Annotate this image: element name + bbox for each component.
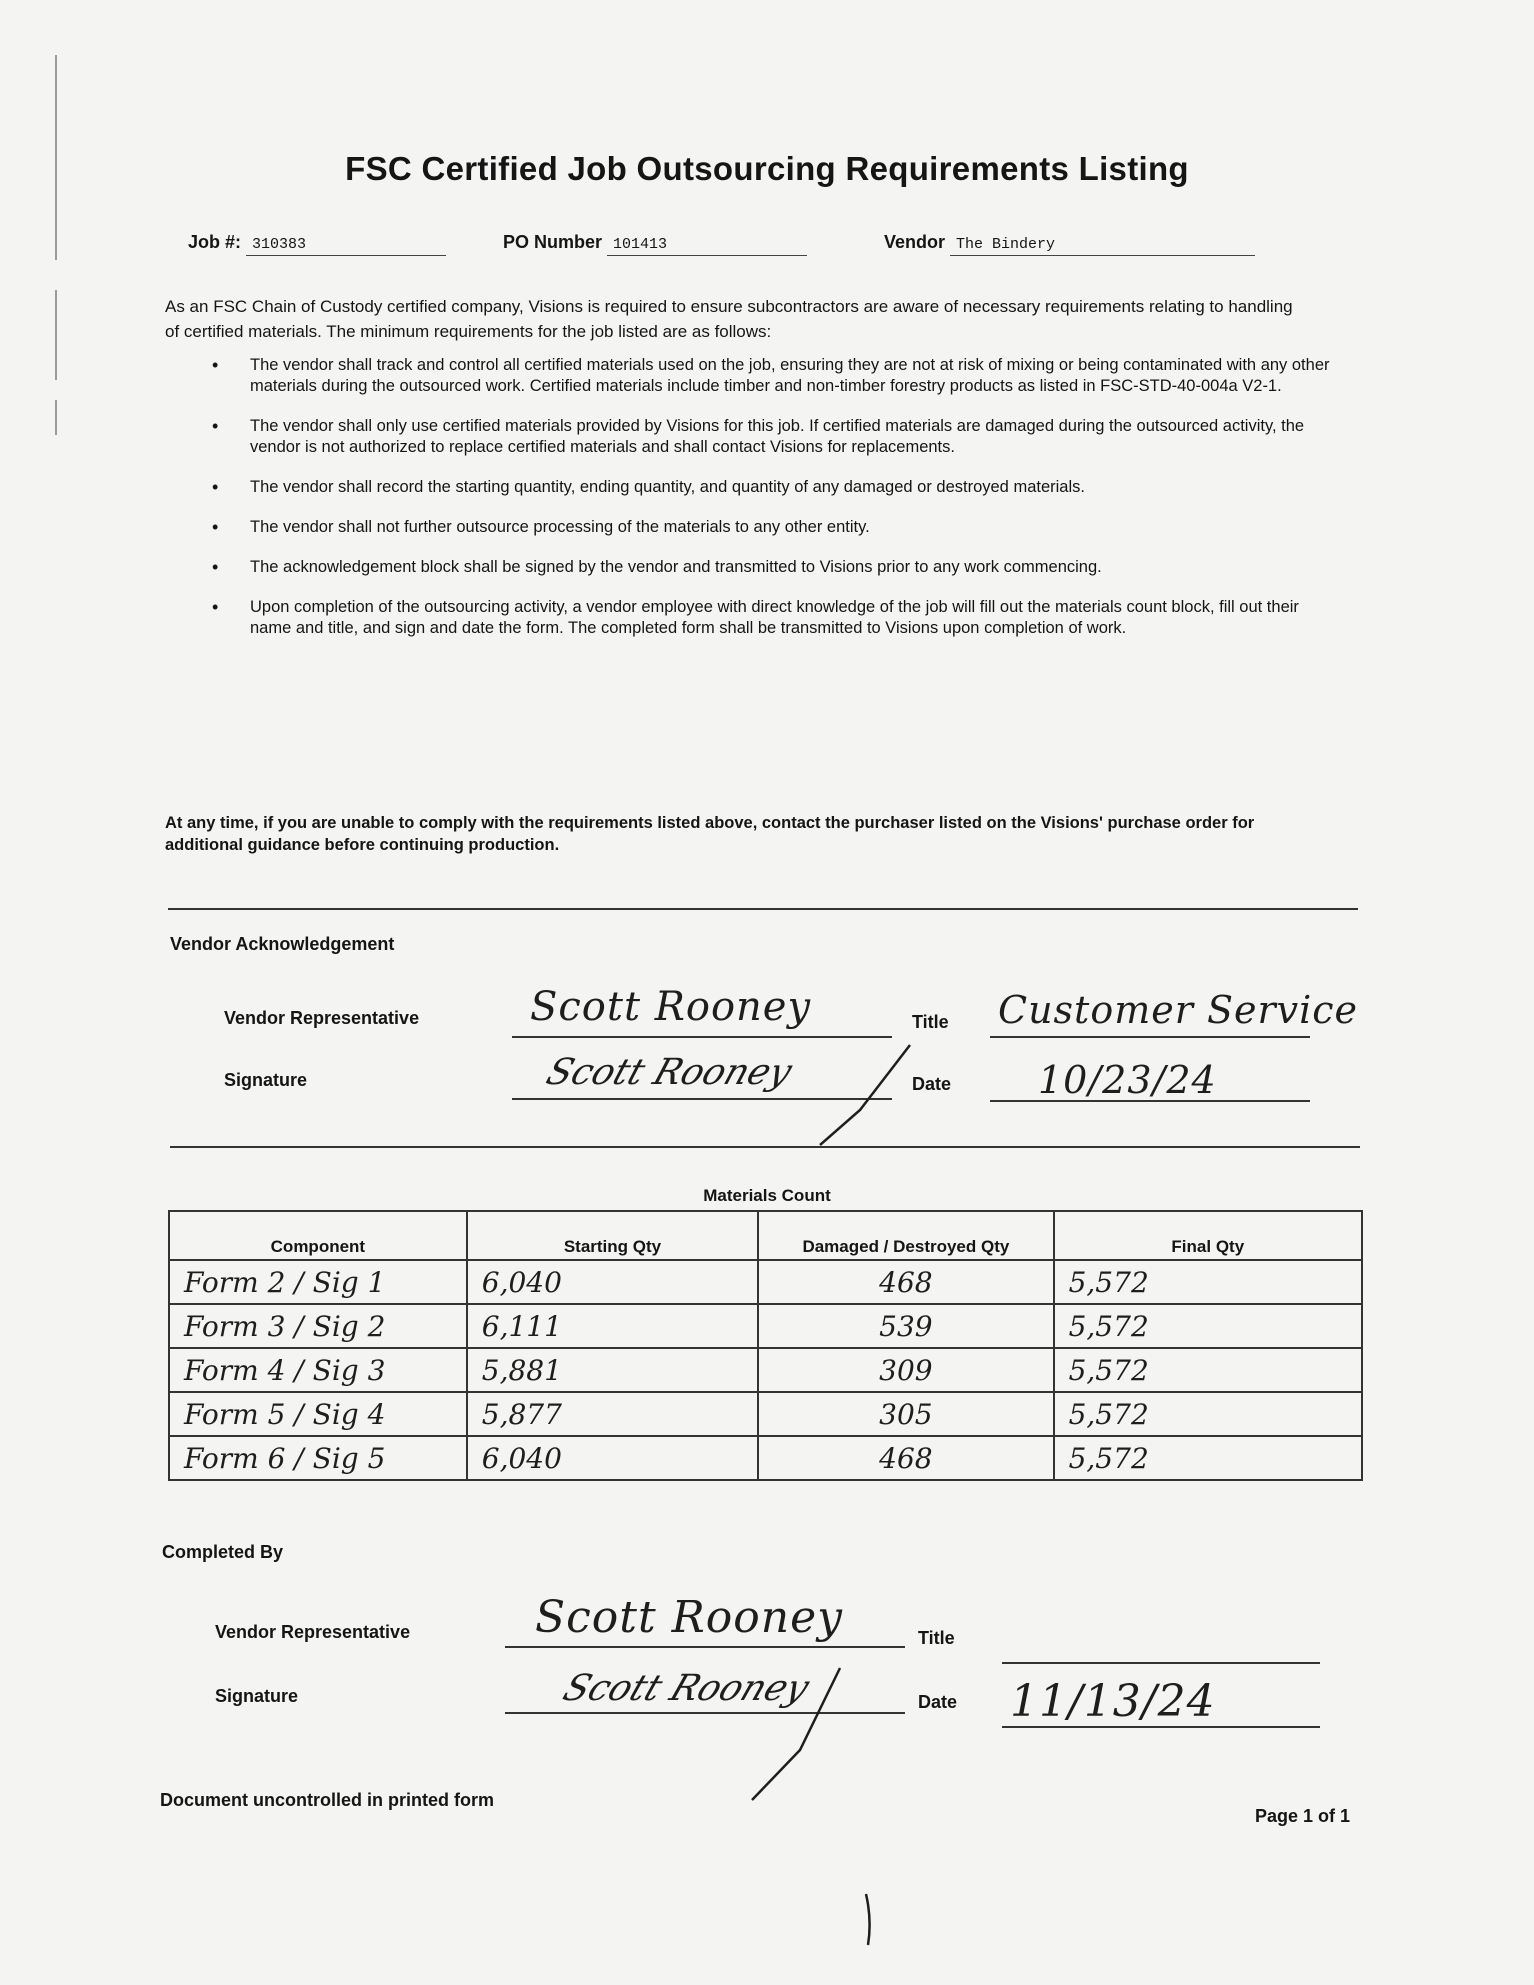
component-cell: Form 5 / Sig 4 <box>169 1392 467 1436</box>
section-divider <box>168 908 1358 910</box>
requirement-item: • The vendor shall only use certified materials provided by Visions for this job. If certified materials are damaged during the outsourced activity, the vendor is not authorized to replace certified materials and shall contact Visions for replacements. <box>210 416 1340 458</box>
table-row <box>169 1304 1362 1348</box>
ack-signature-label: Signature <box>224 1070 308 1090</box>
materials-table <box>168 1210 1363 1481</box>
vendor-field <box>884 232 1255 256</box>
acknowledgement-heading: Vendor Acknowledgement <box>170 934 395 954</box>
table-row <box>169 1436 1362 1480</box>
document-footer: Document uncontrolled in printed form <box>160 1790 494 1810</box>
signature-flourish <box>800 1040 920 1150</box>
final-qty-cell: 5,572 <box>1054 1348 1362 1392</box>
completed-title-line <box>1002 1662 1320 1664</box>
requirement-item: • The acknowledgement block shall be signed by the vendor and transmitted to Visions prior to any work commencing. <box>210 557 1340 578</box>
table-row <box>169 1348 1362 1392</box>
ack-date-handwritten: 10/23/24 <box>1038 1058 1217 1102</box>
completed-date-label: Date <box>918 1692 958 1712</box>
damaged-qty-cell: 539 <box>758 1304 1053 1348</box>
damaged-qty-cell: 468 <box>758 1260 1053 1304</box>
damaged-qty-cell: 468 <box>758 1436 1053 1480</box>
job-number-label: Job #: <box>188 232 242 252</box>
completed-date-handwritten: 11/13/24 <box>1010 1676 1216 1727</box>
ack-rep-line <box>512 1036 892 1038</box>
ack-date-label: Date <box>912 1074 952 1094</box>
final-qty-cell: 5,572 <box>1054 1436 1362 1480</box>
completed-signature-label: Signature <box>215 1686 299 1706</box>
scan-margin-mark <box>55 290 57 380</box>
starting-qty-cell: 6,040 <box>467 1436 758 1480</box>
column-header: Starting Qty <box>467 1211 758 1260</box>
closing-paragraph: At any time, if you are unable to comply with the requirements listed above, contact the purchaser listed on the Visions' purchase order for additional guidance before continuing production. <box>165 814 1255 854</box>
requirement-item: • The vendor shall record the starting quantity, ending quantity, and quantity of any damaged or destroyed materials. <box>210 477 1340 498</box>
requirement-item: • Upon completion of the outsourcing activity, a vendor employee with direct knowledge of the job will fill out the materials count block, fill out their name and title, and sign and date the form. The completed form shall be transmitted to Visions upon completion of work. <box>210 597 1340 639</box>
scan-pen-mark <box>860 1890 880 1950</box>
signature-flourish <box>740 1660 850 1810</box>
completed-rep-handwritten: Scott Rooney <box>535 1592 843 1643</box>
component-cell: Form 6 / Sig 5 <box>169 1436 467 1480</box>
final-qty-cell: 5,572 <box>1054 1392 1362 1436</box>
starting-qty-cell: 6,111 <box>467 1304 758 1348</box>
scan-margin-mark <box>55 400 57 435</box>
page-number: Page 1 of 1 <box>1255 1806 1351 1826</box>
completed-signature: Scott Rooney <box>557 1668 815 1709</box>
damaged-qty-cell: 305 <box>758 1392 1053 1436</box>
po-number-field <box>503 232 807 256</box>
table-header-row <box>169 1211 1362 1260</box>
document-title: FSC Certified Job Outsourcing Requirements Listing <box>345 150 1189 187</box>
job-number-field <box>188 232 446 256</box>
po-number-value: 101413 <box>607 236 807 256</box>
requirement-item: • The vendor shall not further outsource processing of the materials to any other entity. <box>210 517 1340 538</box>
section-divider <box>170 1146 1360 1148</box>
final-qty-cell: 5,572 <box>1054 1260 1362 1304</box>
ack-rep-label: Vendor Representative <box>224 1008 420 1028</box>
column-header: Final Qty <box>1054 1211 1362 1260</box>
ack-title-handwritten: Customer Service <box>998 988 1359 1032</box>
starting-qty-cell: 5,881 <box>467 1348 758 1392</box>
ack-rep-handwritten: Scott Rooney <box>530 984 812 1030</box>
materials-heading: Materials Count <box>703 1186 831 1205</box>
starting-qty-cell: 5,877 <box>467 1392 758 1436</box>
table-row <box>169 1260 1362 1304</box>
table-row <box>169 1392 1362 1436</box>
vendor-value: The Bindery <box>950 236 1255 256</box>
ack-signature: Scott Rooney <box>541 1052 797 1093</box>
starting-qty-cell: 6,040 <box>467 1260 758 1304</box>
completed-rep-label: Vendor Representative <box>215 1622 411 1642</box>
requirement-item: • The vendor shall track and control all certified materials used on the job, ensuring they are not at risk of mixing or being contaminated with any other materials during the outsourced work. Certified materials include timber and non-timber forestry products as listed in FSC-STD-40-004a V2-1. <box>210 355 1340 397</box>
completed-heading: Completed By <box>162 1542 284 1562</box>
po-number-label: PO Number <box>503 232 603 252</box>
completed-title-label: Title <box>918 1628 955 1648</box>
intro-paragraph: As an FSC Chain of Custody certified company, Visions is required to ensure subcontractors are aware of necessary requirements relating to handling of certified materials. The minimum requirements for the job listed are as follows: <box>165 297 1293 341</box>
column-header: Component <box>169 1211 467 1260</box>
component-cell: Form 4 / Sig 3 <box>169 1348 467 1392</box>
damaged-qty-cell: 309 <box>758 1348 1053 1392</box>
component-cell: Form 2 / Sig 1 <box>169 1260 467 1304</box>
vendor-label: Vendor <box>884 232 946 252</box>
final-qty-cell: 5,572 <box>1054 1304 1362 1348</box>
ack-title-line <box>990 1036 1310 1038</box>
completed-rep-line <box>505 1646 905 1648</box>
component-cell: Form 3 / Sig 2 <box>169 1304 467 1348</box>
requirements-list <box>210 355 1340 658</box>
column-header: Damaged / Destroyed Qty <box>758 1211 1053 1260</box>
ack-title-label: Title <box>912 1012 949 1032</box>
job-number-value: 310383 <box>246 236 446 256</box>
